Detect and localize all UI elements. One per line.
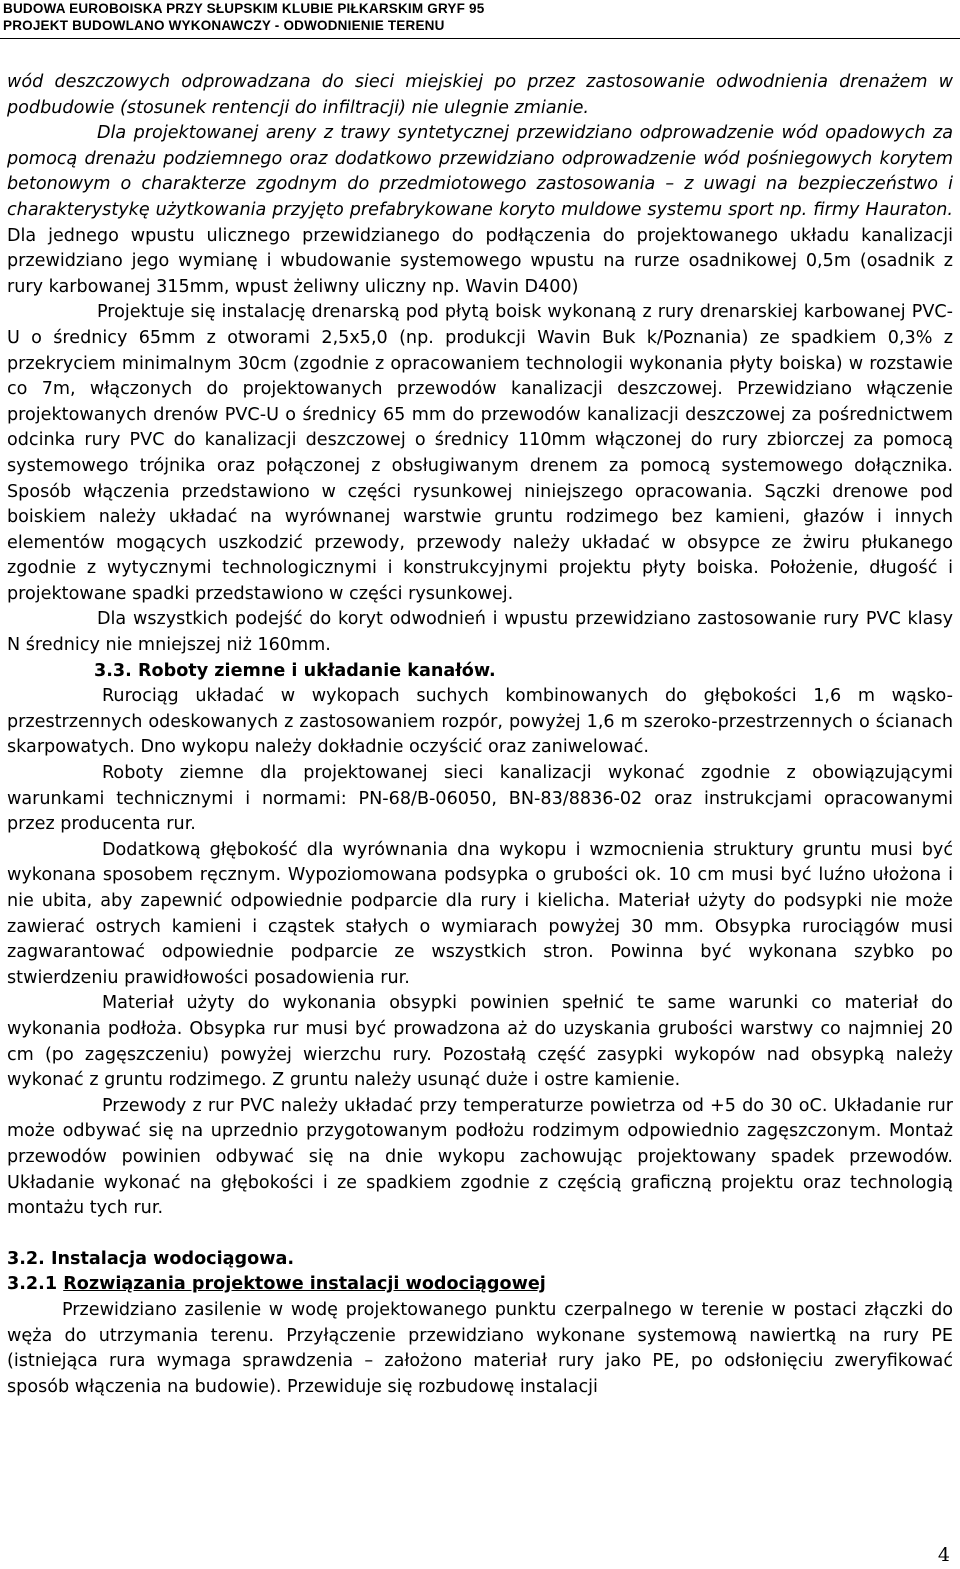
paragraph-drainage-normal: Dla jednego wpustu ulicznego przewidzianego do podłączenia do projektowanego układu kanalizacji przewidziano jego wymianę i wbudowanie systemowego wpustu na rurze osadnikowej 0,5m (osadnik z rury karbowanej 315mm, wpust żeliwny uliczny np. Wavin D400) bbox=[7, 225, 953, 297]
paragraph-trenches: Rurociąg układać w wykopach suchych kombinowanych do głębokości 1,6 m wąsko-przestrzennych odeskowanych z zastosowaniem rozpór, powyżej 1,6 m szeroko-przestrzennych o ścianach skarpowatych. Dno wykopu należy dokładnie oczyścić oraz zaniwelować. bbox=[7, 686, 953, 758]
header-document-title: PROJEKT BUDOWLANO WYKONAWCZY - ODWODNIENIE TERENU bbox=[3, 18, 445, 33]
header-project-title: BUDOWA EUROBOISKA PRZY SŁUPSKIM KLUBIE PIŁKARSKIM GRYF 95 bbox=[3, 1, 485, 16]
paragraph-drain-installation: Projektuje się instalację drenarską pod płytą boisk wykonaną z rury drenarskiej karbowanej PVC-U o średnicy 65mm z otworami 2,5x5,0 (np. produkcji Wavin Buk k/Poznania) ze spadkiem 0,3% z przekryciem minimalnym 30cm (zgodnie z opracowaniem technologii wykonania płyty boiska) w rozstawie co 7m, włączonych do projektowanych przewodów kanalizacji deszczowej. Przewidziano włączenie projektowanych drenów PVC-U o średnicy 65 mm do przewodów kanalizacji deszczowej za pośrednictwem odcinka rury PVC do kanalizacji deszczowej o średnicy 110mm włączonej do rury zbiorczej za pomocą systemowego trójnika oraz połączonej z obsługiwanym drenem za pomocą systemowego dołącznika. Sposób włączenia przedstawiono w części rysunkowej niniejszego opracowania. Sączki drenowe pod boiskiem należy układać na wyrównanej warstwie gruntu rodzimego bez kamieni, głazów i innych elementów mogących uszkodzić przewody, przewody należy układać w obsypce ze żwiru płukanego zgodnie z wytycznymi technologicznymi i konstrukcyjnymi projektu płyty boiska. Położenie, długość i projektowane spadki przedstawiono w części rysunkowej. bbox=[7, 302, 953, 604]
section-heading-3-2-1 bbox=[7, 1272, 953, 1298]
document-body bbox=[7, 70, 953, 1400]
section-heading-3-2-1-title: Rozwiązania projektowe instalacji wodociągowej bbox=[63, 1274, 546, 1295]
paragraph-bedding: Dodatkową głębokość dla wyrównania dna wykopu i wzmocnienia struktury gruntu musi być wykonana sposobem ręcznym. Wypoziomowana podsypka o grubości ok. 10 cm musi być luźno ułożona i nie ubita, aby zapewnić odpowiednie podparcie dla rury i kielicha. Materiał użyty do podsypki nie może zawierać ostrych kamieni i cząstek stałych o wymiarach powyżej 30 mm. Obsypka rurociągów musi zagwarantować odpowiednie podparcie ze wszystkich stron. Powinna być wykonana szybko po stwierdzeniu prawidłowości posadowienia rur. bbox=[7, 839, 953, 988]
section-heading-3-3: 3.3. Roboty ziemne i układanie kanałów. bbox=[94, 660, 496, 681]
header-rule bbox=[0, 38, 960, 39]
paragraph-water-supply: Przewidziano zasilenie w wodę projektowanego punktu czerpalnego w terenie w postaci złączki do węża do utrzymania terenu. Przyłączenie przewidziano wykonane systemową nawiertką na rury PE (istniejąca rura wymaga sprawdzenia – założono materiał rury jako PE, po odsłonięciu zweryfikować sposób włączenia na budowie). Przewiduje się rozbudowę instalacji bbox=[7, 1299, 953, 1397]
paragraph-earthworks: Roboty ziemne dla projektowanej sieci kanalizacji wykonać zgodnie z obowiązującymi warunkami technicznymi i normami: PN-68/B-06050, BN-83/8836-02 oraz instrukcjami opracowanymi przez producenta rur. bbox=[7, 763, 953, 835]
paragraph-drainage-italic: Dla projektowanej areny z trawy syntetycznej przewidziano odprowadzenie wód opadowych za pomocą drenażu podziemnego oraz dodatkowo przewidziano odprowadzenie wód pośniegowych korytem betonowym o charakterze zgodnym do przedmiotowego zastosowania – z uwagi na bezpieczeństwo i charakterystykę użytkowania przyjęto prefabrykowane koryto muldowe systemu sport np. firmy Hauraton. bbox=[7, 123, 953, 220]
page-number: 4 bbox=[937, 1544, 950, 1566]
page-header bbox=[0, 0, 960, 34]
paragraph-pvc-pipes: Dla wszystkich podejść do koryt odwodnień i wpustu przewidziano zastosowanie rury PVC klasy N średnicy nie mniejszej niż 160mm. bbox=[7, 609, 953, 656]
paragraph-pipe-laying: Przewody z rur PVC należy układać przy temperaturze powietrza od +5 do 30 oC. Układanie rur może odbywać się na uprzednio przygotowanym podłożu rodzimym odpowiednio zagęszczonym. Montaż przewodów powinien odbywać się na dnie wykopu zachowując projektowany spadek przewodów. Układanie wykonać na głębokości i ze spadkiem zgodnie z częścią graficzną projektu oraz technologią montażu tych rur. bbox=[7, 1095, 953, 1219]
paragraph-backfill: Materiał użyty do wykonania obsypki powinien spełnić te same warunki co materiał do wykonania podłoża. Obsypka rur musi być prowadzona aż do uzyskania grubości warstwy co najmniej 20 cm (po zagęszczeniu) powyżej wierzchu rury. Pozostałą część zasypki wykopów nad obsypką należy wykonać z gruntu rodzimego. Z gruntu należy usunąć duże i ostre kamienie. bbox=[7, 993, 953, 1091]
paragraph-intro: wód deszczowych odprowadzana do sieci miejskiej po przez zastosowanie odwodnienia drenażem w podbudowie (stosunek rentencji do infiltracji) nie ulegnie zmianie. bbox=[7, 72, 953, 118]
section-heading-3-2-1-number: 3.2.1 bbox=[7, 1274, 64, 1295]
section-heading-3-2: 3.2. Instalacja wodociągowa. bbox=[7, 1248, 295, 1269]
section-spacer bbox=[7, 1222, 953, 1247]
paragraph-drainage bbox=[7, 121, 953, 300]
